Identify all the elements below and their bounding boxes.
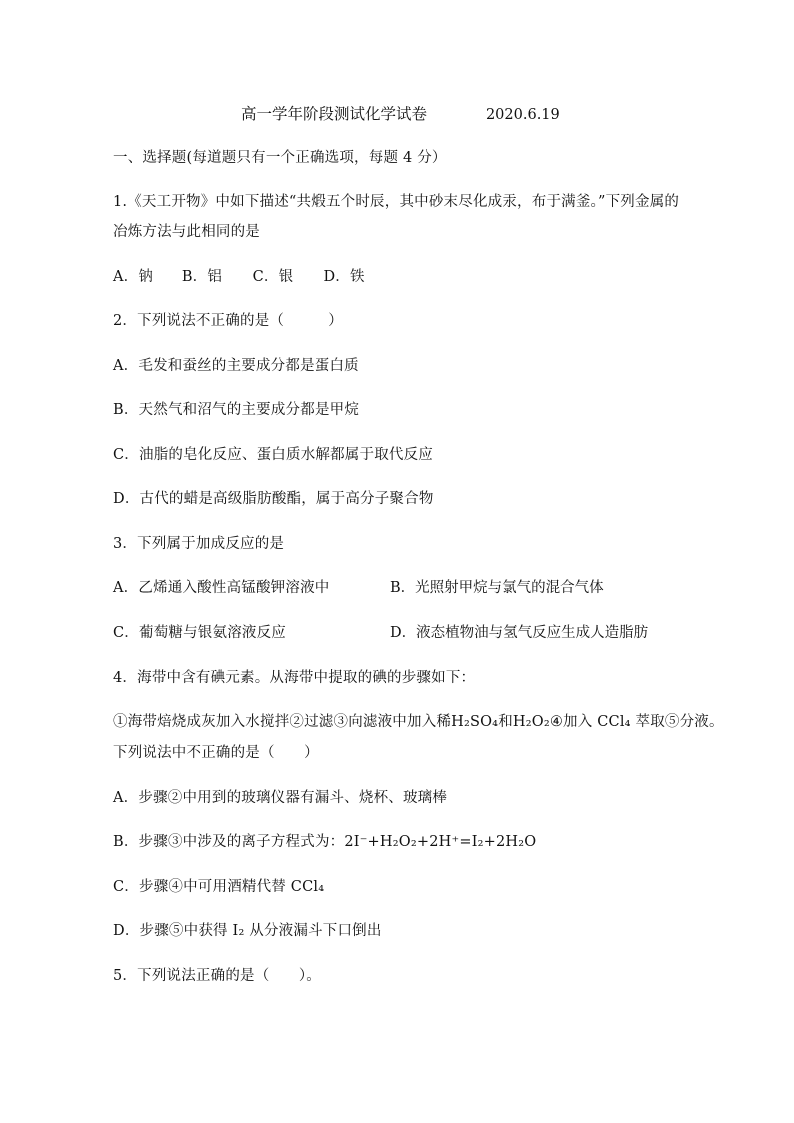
section-heading: 一、选择题(每道题只有一个正确选项，每题 4 分）	[113, 150, 447, 166]
q1-option-a: A．钠	[113, 269, 154, 285]
q2-option-c: C．油脂的皂化反应、蛋白质水解都属于取代反应	[113, 447, 433, 463]
q1-options	[113, 267, 365, 287]
q2-option-b: B．天然气和沼气的主要成分都是甲烷	[113, 402, 360, 418]
q1-option-b: B．铝	[181, 269, 223, 285]
q3-stem: 3．下列属于加成反应的是	[113, 536, 285, 552]
q1-stem-line1: 1.《天工开物》中如下描述“共煅五个时辰，其中砂末尽化成汞，布于满釜。”下列金属的	[113, 194, 680, 210]
q4-steps: ①海带焙烧成灰加入水搅拌②过滤③向滤液中加入稀H₂SO₄和H₂O₂④加入 CCl₄ 萃取⑤分液。	[113, 714, 724, 730]
q3-option-b: B．光照射甲烷与氯气的混合气体	[390, 580, 604, 596]
q1-option-c: C．银	[252, 269, 294, 285]
q4-option-c: C．步骤④中可用酒精代替 CCl₄	[113, 879, 325, 895]
q1-stem-line2: 冶炼方法与此相同的是	[113, 224, 260, 240]
q4-option-d: D．步骤⑤中获得 I₂ 从分液漏斗下口倒出	[113, 923, 382, 939]
q2-stem: 2．下列说法不正确的是（ ）	[113, 313, 343, 329]
q2-option-d: D．古代的蜡是高级脂肪酸酯，属于高分子聚合物	[113, 491, 434, 507]
q3-option-a: A．乙烯通入酸性高锰酸钾溶液中	[113, 580, 330, 596]
q4-option-b: B．步骤③中涉及的离子方程式为：2I⁻+H₂O₂+2H⁺=I₂+2H₂O	[113, 834, 537, 850]
q4-option-a: A．步骤②中用到的玻璃仪器有漏斗、烧杯、玻璃棒	[113, 790, 448, 806]
q3-option-d: D．液态植物油与氢气反应生成人造脂肪	[390, 625, 649, 641]
exam-date: 2020.6.19	[485, 107, 560, 123]
exam-title	[241, 102, 560, 124]
q4-question: 下列说法中不正确的是（ ）	[113, 745, 319, 761]
q1-option-d: D．铁	[323, 269, 365, 285]
q5-stem: 5．下列说法正确的是（ ）。	[113, 968, 321, 984]
q3-option-c: C．葡萄糖与银氨溶液反应	[113, 625, 286, 641]
q2-option-a: A．毛发和蚕丝的主要成分都是蛋白质	[113, 358, 359, 374]
q4-stem: 4．海带中含有碘元素。从海带中提取的碘的步骤如下：	[113, 670, 476, 686]
title-text: 高一学年阶段测试化学试卷	[241, 105, 428, 123]
